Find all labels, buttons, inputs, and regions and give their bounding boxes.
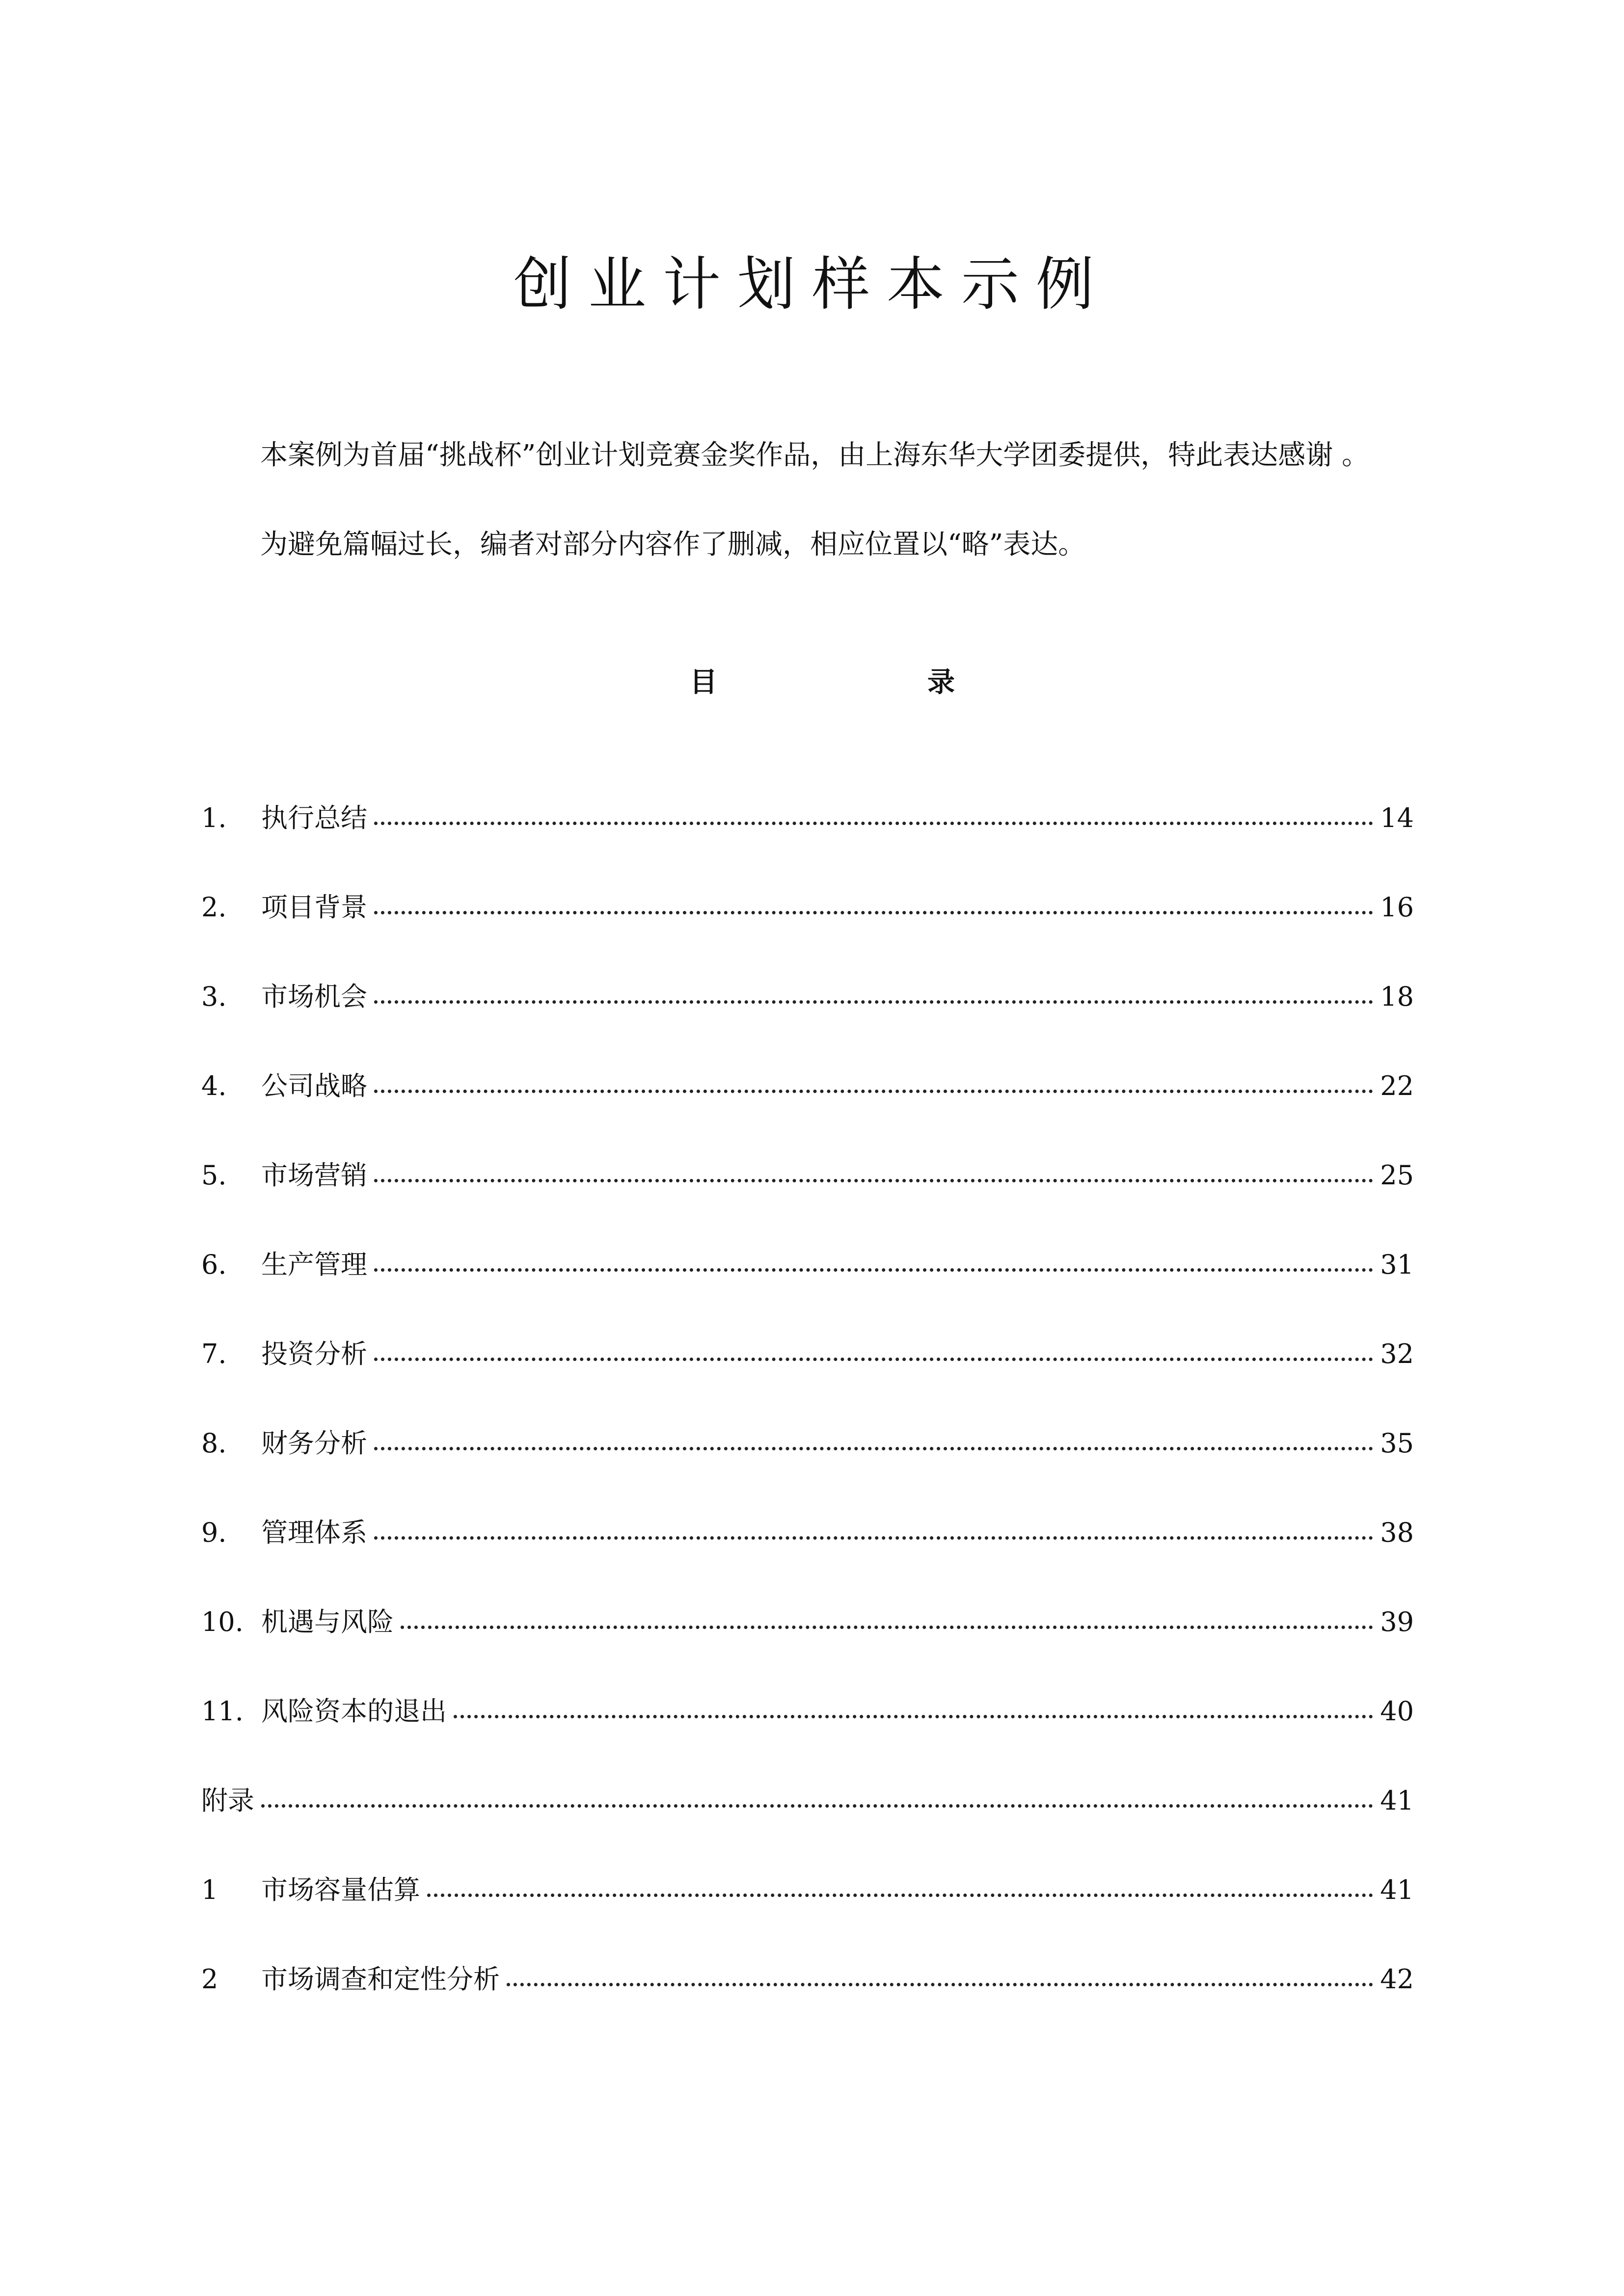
toc-entry-number: 1. [201,802,227,833]
toc-dot-leader [427,1894,1373,1897]
toc-entry-label: 项目背景 [261,892,367,923]
toc-dot-leader [374,1447,1373,1450]
toc-dot-leader [454,1715,1373,1718]
toc-entry-number: 9. [201,1517,227,1548]
toc-entry-label: 市场容量估算 [261,1874,420,1905]
toc-dot-leader [261,1804,1373,1808]
toc-entry-page-number: 18 [1380,981,1414,1012]
toc-entry-label: 管理体系 [261,1517,367,1548]
intro-line-acknowledgement: 本案例为首届“挑战杯”创业计划竞赛金奖作品，由上海东华大学团委提供，特此表达感谢 。 [260,439,1370,471]
toc-entry-label: 执行总结 [261,802,367,833]
document-title: 创业计划样本示例 [513,250,1110,318]
toc-dot-leader [374,1358,1373,1361]
toc-entry-number: 8. [201,1428,227,1459]
toc-entry-label: 附录 [201,1785,254,1816]
toc-entry[interactable] [201,1430,1414,1520]
toc-entry[interactable] [201,1966,1414,2056]
toc-entry-label: 风险资本的退出 [261,1696,447,1727]
toc-entry[interactable] [201,1606,1414,1698]
toc-entry-page-number: 35 [1380,1428,1414,1459]
toc-entry-page-number: 31 [1380,1249,1414,1280]
toc-entry[interactable] [201,894,1414,984]
toc-entry-number: 2 [201,1964,218,1995]
toc-entry-page-number: 40 [1380,1696,1414,1727]
toc-entry[interactable] [201,1785,1414,1877]
toc-entry-page-number: 41 [1380,1874,1414,1905]
toc-entry[interactable] [201,1249,1414,1341]
toc-entry-label: 财务分析 [261,1428,367,1459]
toc-entry-page-number: 39 [1380,1606,1414,1637]
toc-entry[interactable] [201,1162,1414,1252]
toc-dot-leader [374,822,1373,825]
toc-dot-leader [374,1179,1373,1182]
toc-entry[interactable] [201,1338,1414,1430]
toc-entry[interactable] [201,1698,1414,1788]
toc-dot-leader [401,1626,1373,1629]
toc-entry-number: 10. [201,1606,244,1637]
toc-entry-number: 11. [201,1696,244,1727]
toc-dot-leader [374,1000,1373,1004]
toc-entry-label: 投资分析 [261,1338,367,1369]
toc-entry-page-number: 25 [1380,1160,1414,1191]
toc-entry-number: 6. [201,1249,227,1280]
toc-entry-label: 市场营销 [261,1160,367,1191]
toc-entry-page-number: 22 [1380,1070,1414,1101]
toc-entry[interactable] [201,1874,1414,1966]
toc-dot-leader [507,1983,1373,1986]
toc-entry-label: 市场调查和定性分析 [261,1964,500,1995]
toc-heading-char-1: 目 [690,666,717,698]
toc-entry-label: 生产管理 [261,1249,367,1280]
toc-entry-page-number: 32 [1380,1338,1414,1369]
toc-entry[interactable] [201,1517,1414,1609]
toc-entry-number: 1 [201,1874,218,1905]
toc-entry-number: 5. [201,1160,227,1191]
toc-dot-leader [374,911,1373,914]
toc-entry-number: 4. [201,1070,227,1101]
toc-entry-number: 2. [201,892,227,923]
intro-line-abridgement-note: 为避免篇幅过长，编者对部分内容作了删减，相应位置以“略”表达。 [260,529,1086,561]
toc-entry-page-number: 38 [1380,1517,1414,1548]
toc-entry-number: 7. [201,1338,227,1369]
toc-dot-leader [374,1268,1373,1272]
toc-entry-label: 机遇与风险 [261,1606,394,1637]
toc-entry-page-number: 42 [1380,1964,1414,1995]
toc-dot-leader [374,1536,1373,1540]
toc-entry[interactable] [201,1070,1414,1162]
toc-entry[interactable] [201,981,1414,1073]
toc-entry[interactable] [201,802,1414,894]
toc-entry-page-number: 41 [1380,1785,1414,1816]
toc-entry-page-number: 16 [1380,892,1414,923]
toc-entry-label: 公司战略 [261,1070,367,1101]
toc-entry-label: 市场机会 [261,981,367,1012]
toc-entry-number: 3. [201,981,227,1012]
table-of-contents [201,802,1414,2056]
toc-entry-page-number: 14 [1380,802,1414,833]
toc-heading-char-2: 录 [927,666,955,698]
toc-dot-leader [374,1090,1373,1093]
toc-heading [690,668,955,696]
